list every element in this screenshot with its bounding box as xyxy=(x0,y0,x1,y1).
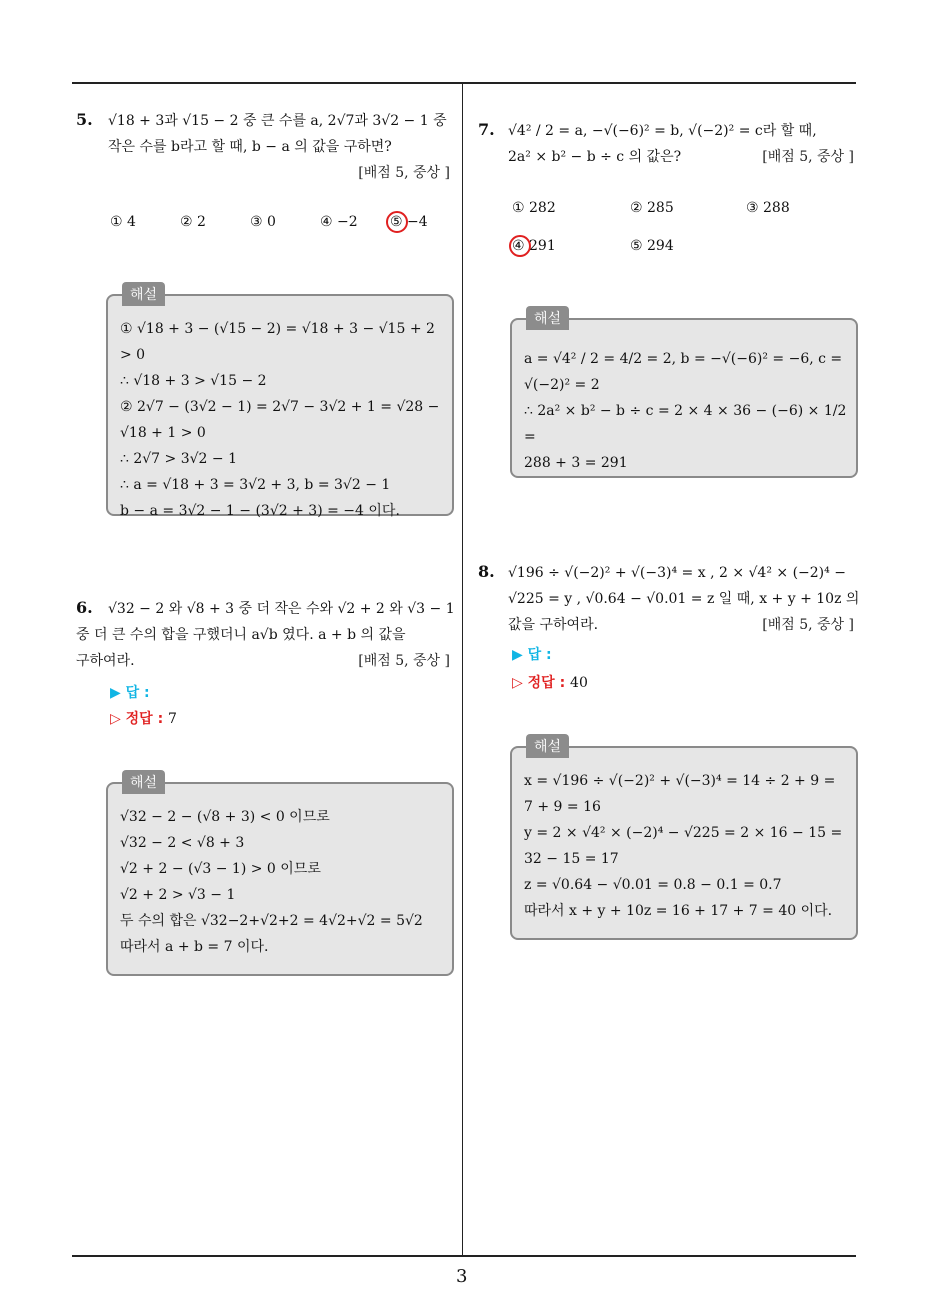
solution-line: √18 + 1 > 0 xyxy=(120,425,206,441)
choice-1[interactable]: ① 4 xyxy=(110,214,136,230)
top-rule xyxy=(72,82,856,84)
solution-box xyxy=(106,775,454,976)
solution-line: √2 + 2 − (√3 − 1) > 0 이므로 xyxy=(120,861,321,877)
solution-line: ① √18 + 3 − (√15 − 2) = √18 + 3 − √15 + 2 > 0 xyxy=(120,321,435,363)
solution-line: b − a = 3√2 − 1 − (3√2 + 3) = −4 이다. xyxy=(120,503,400,519)
correct-label: ▷ 정답 : xyxy=(110,711,164,727)
solution-line: a = √4² / 2 = 4/2 = 2, b = −√(−6)² = −6, c = xyxy=(524,351,843,367)
solution-line: y = 2 × √4² × (−2)⁴ − √225 = 2 × 16 − 15 = xyxy=(524,825,843,841)
question-line: √196 ÷ √(−2)² + √(−3)⁴ = x , 2 × √4² × (−2)⁴ − xyxy=(508,565,846,581)
solution-line: 따라서 a + b = 7 이다. xyxy=(120,939,269,955)
answer-label: ▶ 답 : xyxy=(512,647,552,663)
choice-5[interactable]: ⑤ −4 xyxy=(390,214,428,230)
question-line: 구하여라. xyxy=(76,653,135,669)
answer-label: ▶ 답 : xyxy=(110,685,150,701)
correct-value: 7 xyxy=(168,711,177,727)
page-number: 3 xyxy=(456,1266,468,1287)
question-line: 작은 수를 b라고 할 때, b − a 의 값을 구하면? xyxy=(108,139,392,155)
solution-line: 두 수의 합은 √32−2+√2+2 = 4√2+√2 = 5√2 xyxy=(120,913,423,929)
correct-answer xyxy=(512,672,588,692)
correct-label: ▷ 정답 : xyxy=(512,675,566,691)
score-tag: [배점 5, 중상 ] xyxy=(358,165,450,181)
solution-line: 7 + 9 = 16 xyxy=(524,799,601,815)
choice-4[interactable]: ④ 291 xyxy=(512,238,556,254)
solution-box xyxy=(510,739,858,940)
solution-line: √(−2)² = 2 xyxy=(524,377,600,393)
choice-4[interactable]: ④ −2 xyxy=(320,214,358,230)
question-line: √32 − 2 와 √8 + 3 중 더 작은 수와 √2 + 2 와 √3 − 1 xyxy=(108,601,455,617)
solution-line: 32 − 15 = 17 xyxy=(524,851,619,867)
question-line: √225 = y , √0.64 − √0.01 = z 일 때, x + y + 10z 의 xyxy=(508,591,860,607)
choice-3[interactable]: ③ 288 xyxy=(746,200,790,216)
solution-lines xyxy=(120,804,446,960)
solution-line: z = √0.64 − √0.01 = 0.8 − 0.1 = 0.7 xyxy=(524,877,782,893)
solution-line: ∴ 2√7 > 3√2 − 1 xyxy=(120,451,237,467)
solution-lines xyxy=(524,768,850,924)
bottom-rule xyxy=(72,1255,856,1257)
score-tag: [배점 5, 중상 ] xyxy=(762,617,854,633)
choice-5[interactable]: ⑤ 294 xyxy=(630,238,674,254)
choice-1[interactable]: ① 282 xyxy=(512,200,556,216)
solution-tag: 해설 xyxy=(122,770,165,794)
solution-line: √32 − 2 < √8 + 3 xyxy=(120,835,245,851)
solution-lines xyxy=(120,316,446,524)
question-line: √4² / 2 = a, −√(−6)² = b, √(−2)² = c라 할 때, xyxy=(508,123,817,139)
solution-lines xyxy=(524,346,850,476)
column-divider xyxy=(462,84,463,1256)
choice-2[interactable]: ② 285 xyxy=(630,200,674,216)
solution-tag: 해설 xyxy=(526,306,569,330)
solution-line: 288 + 3 = 291 xyxy=(524,455,628,471)
solution-line: ∴ √18 + 3 > √15 − 2 xyxy=(120,373,267,389)
question-number: 6. xyxy=(76,598,93,617)
question-line: 값을 구하여라. xyxy=(508,617,599,633)
correct-answer xyxy=(110,708,177,728)
answer-mark-circle xyxy=(386,211,408,233)
question-number: 7. xyxy=(478,120,495,139)
solution-line: 따라서 x + y + 10z = 16 + 17 + 7 = 40 이다. xyxy=(524,903,833,919)
solution-line: ∴ 2a² × b² − b ÷ c = 2 × 4 × 36 − (−6) × 1/2 = xyxy=(524,403,847,445)
answer-mark-circle xyxy=(509,235,531,257)
score-tag: [배점 5, 중상 ] xyxy=(762,149,854,165)
question-line: 2a² × b² − b ÷ c 의 값은? xyxy=(508,149,682,165)
solution-box xyxy=(106,287,454,519)
question-line: 중 더 큰 수의 합을 구했더니 a√b 였다. a + b 의 값을 xyxy=(76,627,406,643)
solution-box xyxy=(510,311,858,478)
solution-line: √32 − 2 − (√8 + 3) < 0 이므로 xyxy=(120,809,330,825)
correct-value: 40 xyxy=(570,675,588,691)
score-tag: [배점 5, 중상 ] xyxy=(358,653,450,669)
question-number: 8. xyxy=(478,562,495,581)
solution-line: ∴ a = √18 + 3 = 3√2 + 3, b = 3√2 − 1 xyxy=(120,477,391,493)
choice-2[interactable]: ② 2 xyxy=(180,214,206,230)
solution-line: √2 + 2 > √3 − 1 xyxy=(120,887,236,903)
choice-3[interactable]: ③ 0 xyxy=(250,214,276,230)
question-number: 5. xyxy=(76,110,93,129)
solution-tag: 해설 xyxy=(122,282,165,306)
solution-tag: 해설 xyxy=(526,734,569,758)
question-line: √18 + 3과 √15 − 2 중 큰 수를 a, 2√7과 3√2 − 1 중 xyxy=(108,113,447,129)
solution-line: x = √196 ÷ √(−2)² + √(−3)⁴ = 14 ÷ 2 + 9 = xyxy=(524,773,836,789)
solution-line: ② 2√7 − (3√2 − 1) = 2√7 − 3√2 + 1 = √28 − xyxy=(120,399,440,415)
